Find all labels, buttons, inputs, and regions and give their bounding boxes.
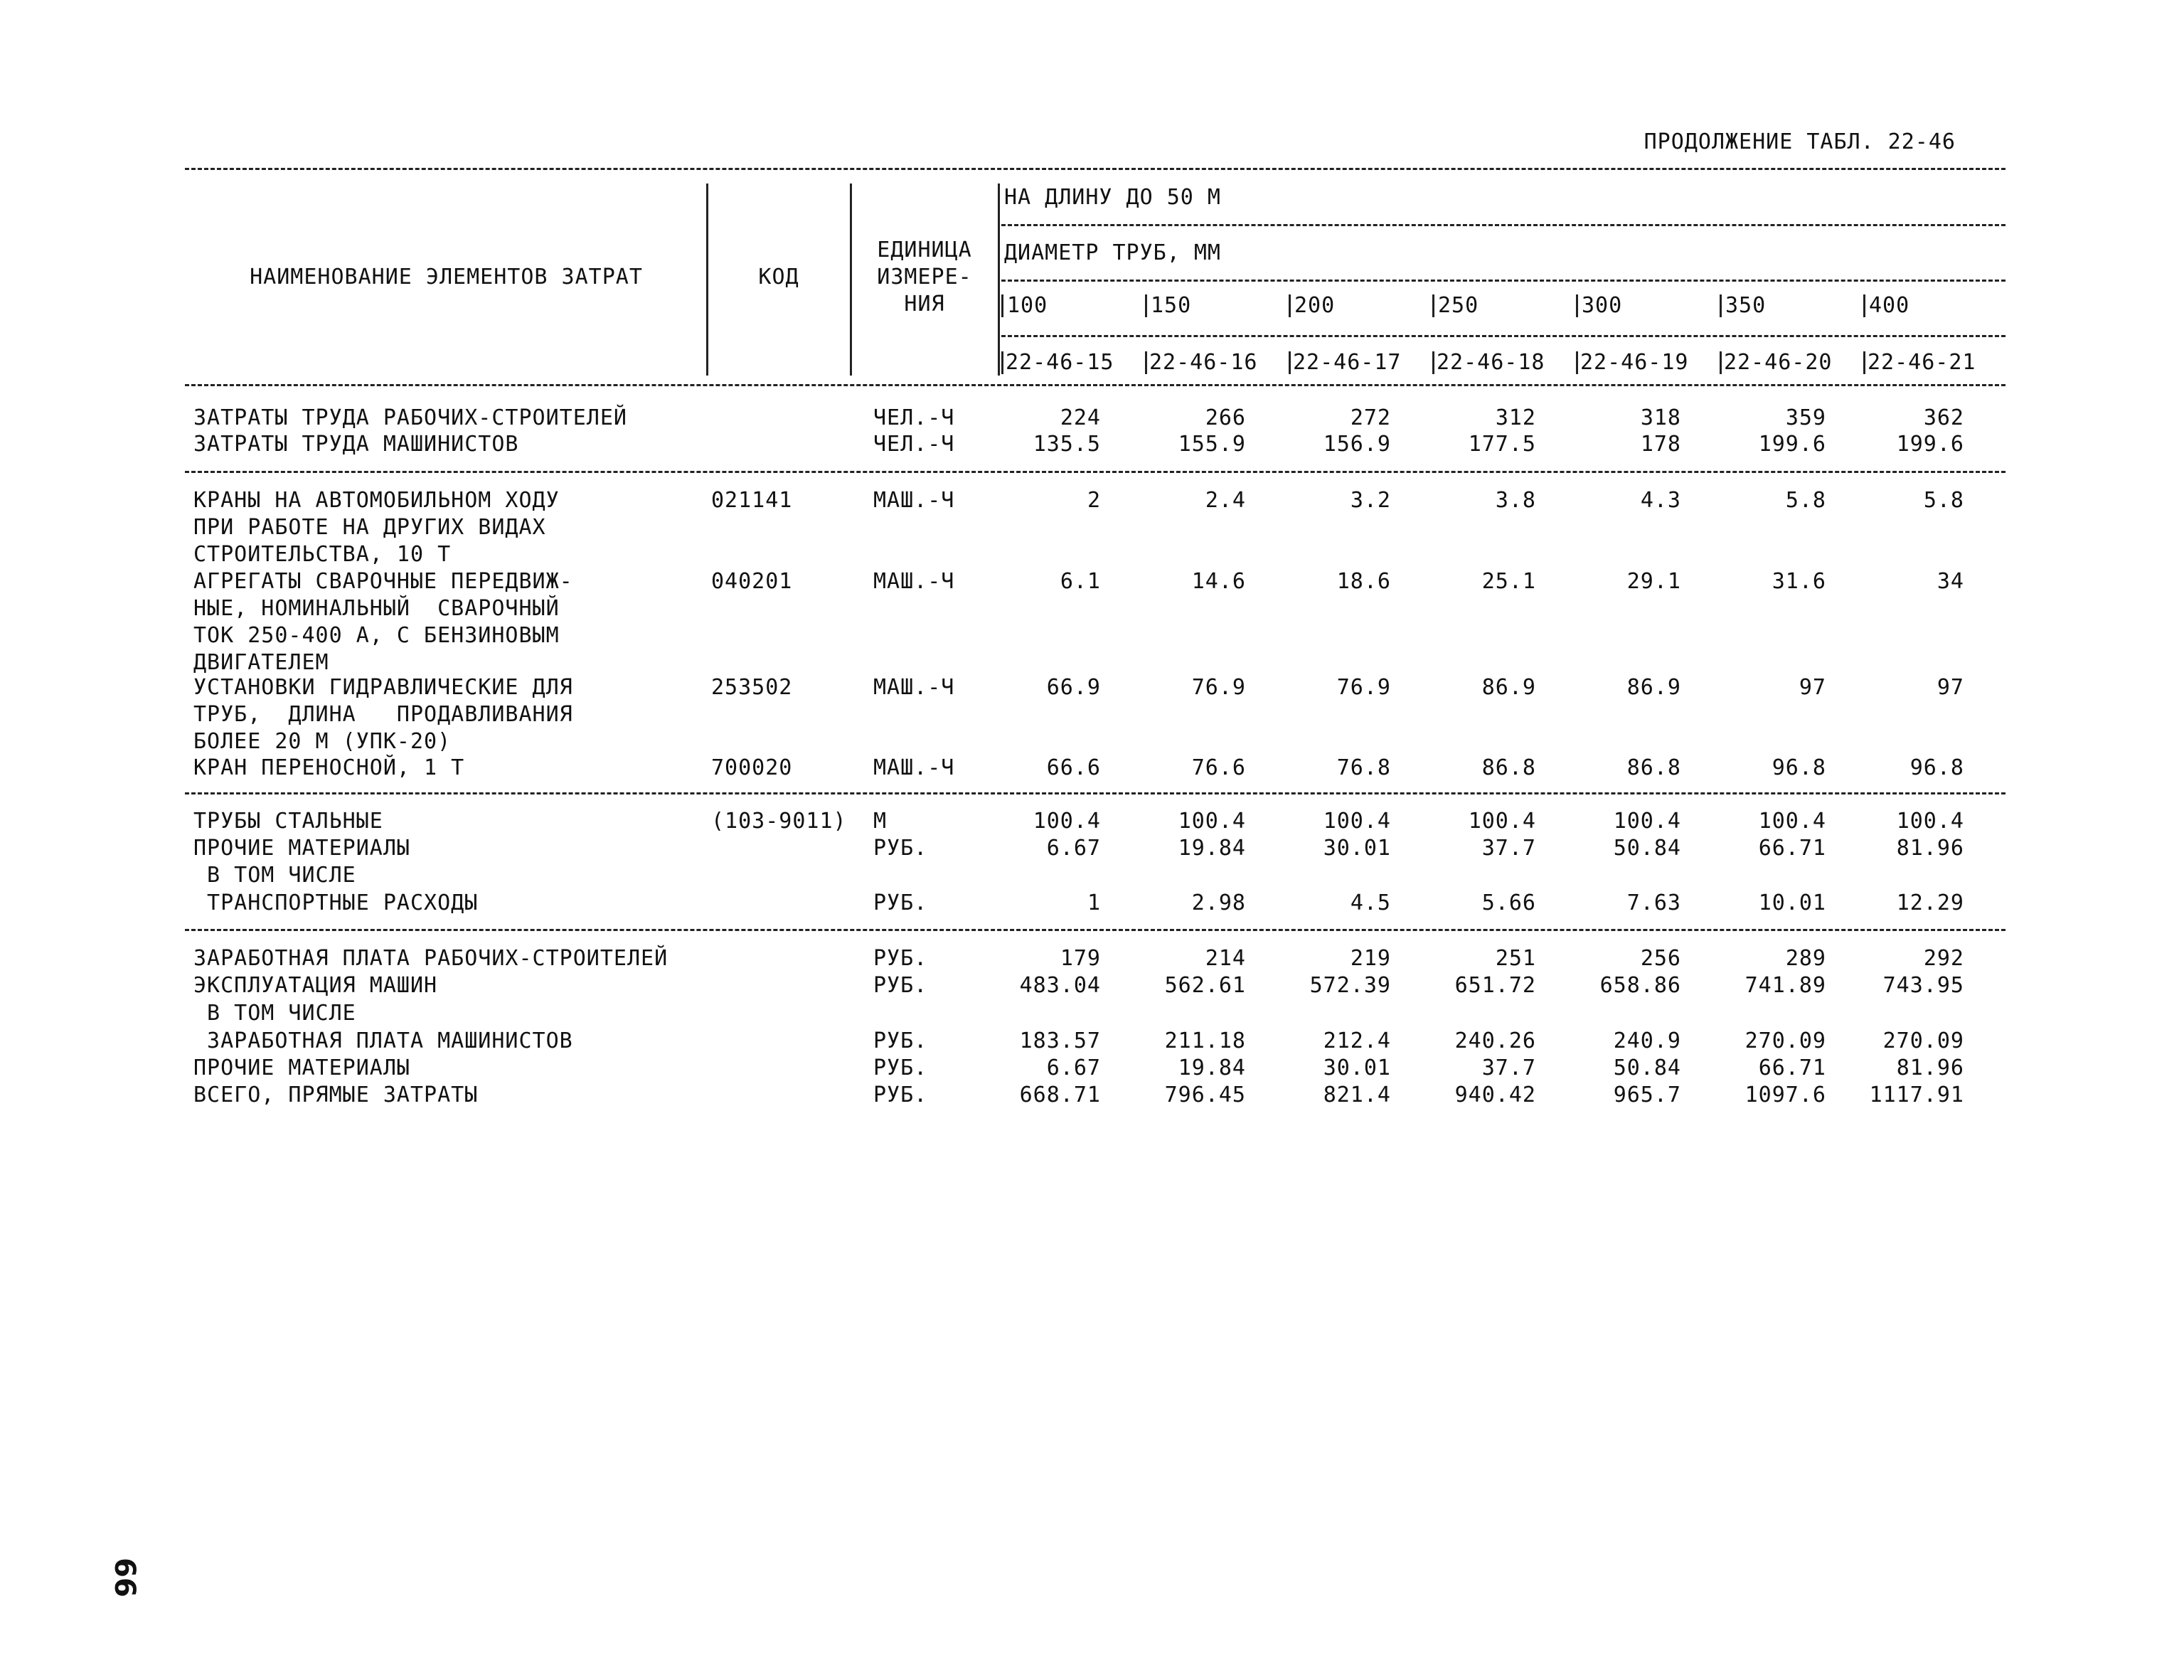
row-value: 214 (1205, 946, 1246, 971)
row-value: 66.71 (1758, 1056, 1826, 1080)
row-value: 1097.6 (1744, 1083, 1826, 1107)
header-rule-diameters (1001, 335, 2005, 337)
header-col-unit-2: ИЗМЕРЕ- (877, 265, 972, 289)
header-col-name: НАИМЕНОВАНИЕ ЭЛЕМЕНТОВ ЗАТРАТ (250, 265, 643, 289)
header-vbar-3 (998, 184, 1000, 376)
row-name-line: ЗАТРАТЫ ТРУДА МАШИНИСТОВ (193, 432, 519, 457)
row-name-line: НЫЕ, НОМИНАЛЬНЫЙ СВАРОЧНЫЙ (193, 596, 560, 621)
row-value: 76.9 (1336, 675, 1391, 700)
header-diameter-250: 250 (1438, 293, 1479, 318)
header-code-sep (1145, 351, 1147, 374)
row-unit: МАШ.-Ч (873, 675, 955, 700)
row-value: 86.8 (1481, 755, 1536, 780)
row-value: 4.5 (1350, 890, 1391, 915)
header-diameter-400: 400 (1869, 293, 1910, 318)
header-diameter-sep (1432, 294, 1434, 317)
row-name-line: ЗАТРАТЫ ТРУДА РАБОЧИХ-СТРОИТЕЛЕЙ (193, 405, 627, 430)
header-diameter-sep (1863, 294, 1865, 317)
row-value: 821.4 (1323, 1083, 1391, 1107)
row-value: 100.4 (1896, 809, 1964, 834)
row-value: 6.1 (1060, 569, 1101, 594)
row-unit: РУБ. (873, 946, 928, 971)
row-name-line: ЗАРАБОТНАЯ ПЛАТА РАБОЧИХ-СТРОИТЕЛЕЙ (193, 946, 668, 971)
row-value: 256 (1640, 946, 1681, 971)
row-value: 66.71 (1758, 836, 1826, 861)
row-code: 700020 (711, 755, 793, 780)
row-value: 1117.91 (1869, 1083, 1964, 1107)
row-value: 100.4 (1323, 809, 1391, 834)
row-name-line: ТОК 250-400 А, С БЕНЗИНОВЫМ (193, 623, 560, 648)
row-value: 81.96 (1896, 1056, 1964, 1080)
row-value: 2.4 (1205, 488, 1246, 513)
row-value: 5.66 (1481, 890, 1536, 915)
row-unit: МАШ.-Ч (873, 488, 955, 513)
row-value: 240.9 (1613, 1028, 1681, 1053)
row-value: 219 (1350, 946, 1391, 971)
row-value: 29.1 (1626, 569, 1681, 594)
row-value: 30.01 (1323, 836, 1391, 861)
row-value: 86.9 (1626, 675, 1681, 700)
row-value: 211.18 (1164, 1028, 1246, 1053)
header-code-sep (1863, 351, 1865, 374)
row-value: 155.9 (1178, 432, 1246, 457)
row-value: 965.7 (1613, 1083, 1681, 1107)
row-name-line: ДВИГАТЕЛЕМ (193, 650, 329, 675)
header-col-unit-1: ЕДИНИЦА (877, 238, 972, 262)
row-value: 96.8 (1772, 755, 1826, 780)
row-unit: ЧЕЛ.-Ч (873, 405, 955, 430)
row-value: 100.4 (1613, 809, 1681, 834)
header-norm-code: 22-46-20 (1724, 350, 1833, 375)
header-bottom-rule (185, 384, 2005, 386)
row-value: 272 (1350, 405, 1391, 430)
row-value: 179 (1060, 946, 1101, 971)
row-value: 37.7 (1481, 1056, 1536, 1080)
row-name-line: ВСЕГО, ПРЯМЫЕ ЗАТРАТЫ (193, 1083, 479, 1107)
row-value: 251 (1495, 946, 1536, 971)
row-value: 81.96 (1896, 836, 1964, 861)
section-rule-3 (185, 929, 2005, 931)
row-value: 270.09 (1744, 1028, 1826, 1053)
row-value: 50.84 (1613, 1056, 1681, 1080)
row-value: 658.86 (1599, 973, 1681, 998)
row-value: 312 (1495, 405, 1536, 430)
row-value: 362 (1923, 405, 1964, 430)
row-value: 50.84 (1613, 836, 1681, 861)
header-diameter-100: 100 (1007, 293, 1048, 318)
row-name-line: КРАН ПЕРЕНОСНОЙ, 1 Т (193, 755, 465, 780)
row-value: 178 (1640, 432, 1681, 457)
row-unit: РУБ. (873, 1083, 928, 1107)
header-vbar-2 (850, 184, 852, 376)
row-unit: РУБ. (873, 1028, 928, 1053)
row-value: 292 (1923, 946, 1964, 971)
row-value: 86.9 (1481, 675, 1536, 700)
row-name-line: ЗАРАБОТНАЯ ПЛАТА МАШИНИСТОВ (193, 1028, 573, 1053)
row-value: 5.8 (1785, 488, 1826, 513)
row-name-line: ТРАНСПОРТНЫЕ РАСХОДЫ (193, 890, 479, 915)
row-value: 177.5 (1468, 432, 1536, 457)
row-name-line: ТРУБЫ СТАЛЬНЫЕ (193, 809, 383, 834)
row-value: 76.6 (1191, 755, 1246, 780)
row-value: 100.4 (1758, 809, 1826, 834)
row-value: 318 (1640, 405, 1681, 430)
row-value: 940.42 (1454, 1083, 1536, 1107)
row-value: 796.45 (1164, 1083, 1246, 1107)
row-value: 100.4 (1468, 809, 1536, 834)
header-norm-code: 22-46-15 (1006, 350, 1114, 375)
row-value: 562.61 (1164, 973, 1246, 998)
row-value: 668.71 (1019, 1083, 1101, 1107)
row-name-line: ПРОЧИЕ МАТЕРИАЛЫ (193, 836, 410, 861)
row-unit: МАШ.-Ч (873, 755, 955, 780)
row-value: 212.4 (1323, 1028, 1391, 1053)
row-value: 266 (1205, 405, 1246, 430)
header-diameter-350: 350 (1725, 293, 1767, 318)
header-top-rule (185, 168, 2005, 170)
header-rule-group2 (1001, 280, 2005, 282)
header-diameter-sep (1001, 294, 1003, 317)
row-value: 12.29 (1896, 890, 1964, 915)
row-value: 66.6 (1046, 755, 1101, 780)
header-diameter-sep (1576, 294, 1578, 317)
header-norm-code: 22-46-18 (1437, 350, 1545, 375)
header-norm-code: 22-46-17 (1293, 350, 1402, 375)
header-code-sep (1720, 351, 1722, 374)
row-value: 19.84 (1178, 836, 1246, 861)
page-number: 66 (108, 1558, 141, 1597)
header-vbar-1 (706, 184, 708, 376)
row-value: 96.8 (1909, 755, 1964, 780)
header-diameter-200: 200 (1294, 293, 1336, 318)
header-rule-group1 (1001, 224, 2005, 226)
row-value: 100.4 (1178, 809, 1246, 834)
row-value: 14.6 (1191, 569, 1246, 594)
row-value: 97 (1937, 675, 1964, 700)
row-value: 199.6 (1758, 432, 1826, 457)
row-name-line: СТРОИТЕЛЬСТВА, 10 Т (193, 542, 452, 567)
header-norm-code: 22-46-16 (1149, 350, 1258, 375)
row-value: 359 (1785, 405, 1826, 430)
row-value: 743.95 (1882, 973, 1964, 998)
row-value: 86.8 (1626, 755, 1681, 780)
row-value: 76.9 (1191, 675, 1246, 700)
header-diameter-300: 300 (1582, 293, 1623, 318)
row-value: 37.7 (1481, 836, 1536, 861)
row-name-line: ПРОЧИЕ МАТЕРИАЛЫ (193, 1056, 410, 1080)
row-value: 76.8 (1336, 755, 1391, 780)
row-value: 66.9 (1046, 675, 1101, 700)
row-value: 31.6 (1772, 569, 1826, 594)
row-value: 224 (1060, 405, 1101, 430)
row-value: 741.89 (1744, 973, 1826, 998)
row-value: 10.01 (1758, 890, 1826, 915)
row-name-line: АГРЕГАТЫ СВАРОЧНЫЕ ПЕРЕДВИЖ- (193, 569, 573, 594)
row-name-line: В ТОМ ЧИСЛЕ (193, 863, 356, 888)
row-value: 651.72 (1454, 973, 1536, 998)
row-value: 6.67 (1046, 1056, 1101, 1080)
row-name-line: КРАНЫ НА АВТОМОБИЛЬНОМ ХОДУ (193, 488, 560, 513)
row-value: 3.2 (1350, 488, 1391, 513)
row-name-line: ЭКСПЛУАТАЦИЯ МАШИН (193, 973, 438, 998)
row-name-line: УСТАНОВКИ ГИДРАВЛИЧЕСКИЕ ДЛЯ (193, 675, 573, 700)
row-unit: МАШ.-Ч (873, 569, 955, 594)
row-value: 30.01 (1323, 1056, 1391, 1080)
row-value: 156.9 (1323, 432, 1391, 457)
row-value: 135.5 (1033, 432, 1101, 457)
row-value: 199.6 (1896, 432, 1964, 457)
header-code-sep (1001, 351, 1003, 374)
row-name-line: ПРИ РАБОТЕ НА ДРУГИХ ВИДАХ (193, 515, 546, 540)
row-name-line: В ТОМ ЧИСЛЕ (193, 1001, 356, 1026)
row-value: 25.1 (1481, 569, 1536, 594)
row-unit: ЧЕЛ.-Ч (873, 432, 955, 457)
row-value: 6.67 (1046, 836, 1101, 861)
row-value: 3.8 (1495, 488, 1536, 513)
row-code: (103-9011) (711, 809, 847, 834)
row-unit: М (873, 809, 888, 834)
row-value: 289 (1785, 946, 1826, 971)
header-diameter-sep (1145, 294, 1147, 317)
row-code: 040201 (711, 569, 793, 594)
section-rule-1 (185, 471, 2005, 473)
row-value: 7.63 (1626, 890, 1681, 915)
row-unit: РУБ. (873, 836, 928, 861)
header-norm-code: 22-46-19 (1580, 350, 1689, 375)
row-unit: РУБ. (873, 890, 928, 915)
table-caption: ПРОДОЛЖЕНИЕ ТАБЛ. 22-46 (1644, 129, 1956, 154)
row-unit: РУБ. (873, 973, 928, 998)
row-code: 021141 (711, 488, 793, 513)
header-diameter-sep (1289, 294, 1291, 317)
header-col-unit-3: НИЯ (904, 292, 945, 317)
header-diameter-150: 150 (1151, 293, 1192, 318)
header-group-length: НА ДЛИНУ ДО 50 М (1004, 185, 1221, 210)
row-value: 1 (1087, 890, 1101, 915)
header-code-sep (1289, 351, 1291, 374)
row-unit: РУБ. (873, 1056, 928, 1080)
row-value: 2.98 (1191, 890, 1246, 915)
header-code-sep (1432, 351, 1434, 374)
row-value: 5.8 (1923, 488, 1964, 513)
header-norm-code: 22-46-21 (1868, 350, 1976, 375)
row-value: 100.4 (1033, 809, 1101, 834)
header-diameter-sep (1720, 294, 1722, 317)
row-value: 572.39 (1309, 973, 1391, 998)
row-code: 253502 (711, 675, 793, 700)
row-value: 4.3 (1640, 488, 1681, 513)
row-name-line: БОЛЕЕ 20 М (УПК-20) (193, 729, 452, 754)
row-value: 97 (1799, 675, 1826, 700)
row-name-line: ТРУБ, ДЛИНА ПРОДАВЛИВАНИЯ (193, 702, 573, 727)
header-col-code: КОД (758, 265, 799, 289)
row-value: 270.09 (1882, 1028, 1964, 1053)
row-value: 34 (1937, 569, 1964, 594)
header-group-diameter: ДИАМЕТР ТРУБ, ММ (1004, 240, 1221, 265)
row-value: 2 (1087, 488, 1101, 513)
section-rule-2 (185, 792, 2005, 794)
row-value: 19.84 (1178, 1056, 1246, 1080)
row-value: 240.26 (1454, 1028, 1536, 1053)
header-code-sep (1576, 351, 1578, 374)
row-value: 183.57 (1019, 1028, 1101, 1053)
row-value: 483.04 (1019, 973, 1101, 998)
row-value: 18.6 (1336, 569, 1391, 594)
